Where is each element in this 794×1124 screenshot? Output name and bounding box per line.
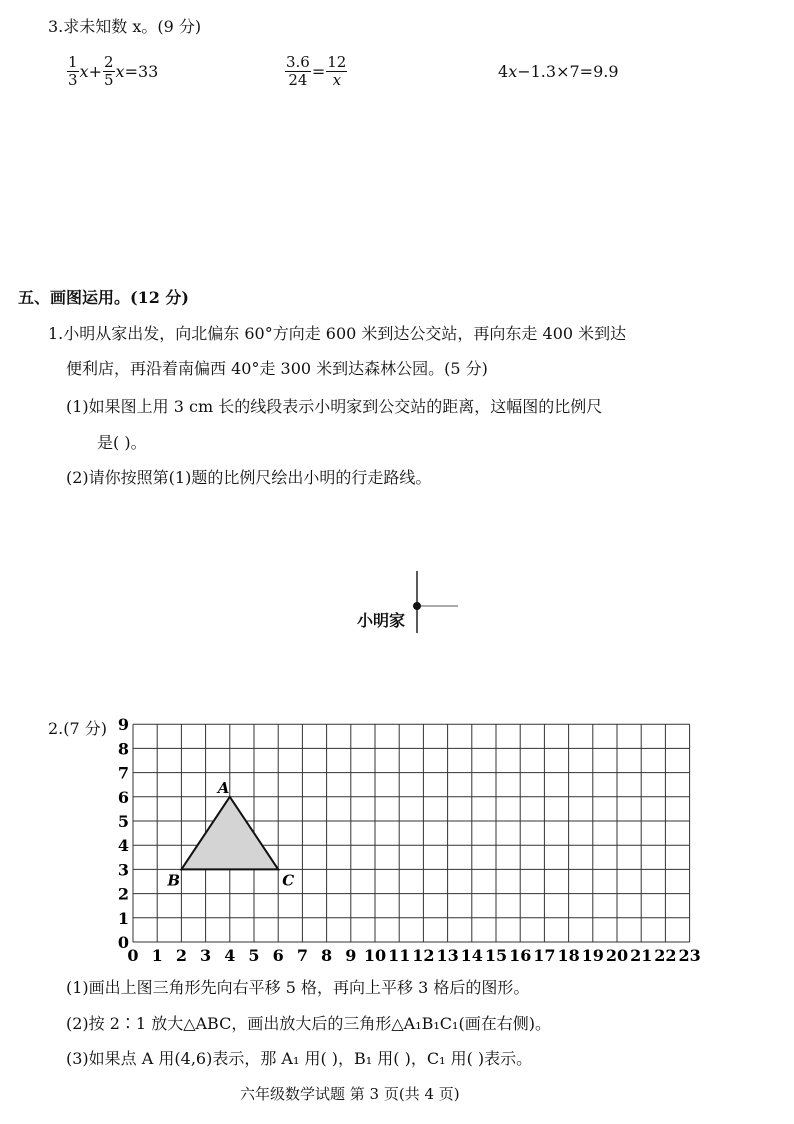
vertex-label-c: C (282, 871, 295, 890)
x-tick-label: 6 (272, 946, 284, 965)
variable-x: x (79, 62, 89, 81)
equation-1 (66, 54, 158, 89)
q1-sub2: (2)请你按照第(1)题的比例尺绘出小明的行走路线。 (66, 468, 432, 487)
x-tick-label: 13 (436, 946, 459, 965)
x-tick-label: 15 (484, 946, 508, 965)
section3-title: 3.求未知数 x。(9 分) (48, 17, 202, 36)
fraction-one-third (67, 54, 79, 89)
vertex-label-a: A (217, 778, 230, 797)
equation-rhs: =33 (124, 62, 159, 81)
x-tick-label: 9 (345, 946, 357, 965)
x-tick-label: 10 (363, 946, 387, 965)
fraction-left (285, 54, 311, 89)
variable-x: x (508, 62, 518, 81)
x-tick-label: 14 (460, 946, 483, 965)
fraction-denominator: 24 (288, 71, 308, 89)
y-tick-label: 7 (117, 763, 129, 783)
coordinate-grid (110, 715, 730, 970)
x-tick-label: 8 (321, 946, 333, 965)
home-label: 小明家 (357, 611, 406, 630)
equals-sign: = (311, 62, 326, 81)
variable-x: x (115, 62, 125, 81)
x-tick-label: 11 (388, 946, 411, 965)
x-tick-label: 5 (248, 946, 260, 965)
fraction-denominator: 5 (103, 71, 114, 89)
x-tick-label: 12 (412, 946, 435, 965)
fraction-numerator: 1 (68, 53, 78, 71)
x-tick-label: 23 (678, 946, 701, 965)
q1-sub1-line1: (1)如果图上用 3 cm 长的线段表示小明家到公交站的距离，这幅图的比例尺 (66, 397, 603, 416)
section5-heading: 五、画图运用。(12 分) (18, 288, 189, 307)
x-tick-label: 22 (654, 946, 677, 965)
y-tick-label: 4 (117, 836, 129, 856)
fraction-numerator: 12 (327, 53, 347, 71)
q2-sub1: (1)画出上图三角形先向右平移 5 格，再向上平移 3 格后的图形。 (66, 978, 530, 997)
x-tick-label: 21 (630, 946, 653, 965)
plus-sign: + (88, 62, 102, 81)
x-tick-label: 18 (557, 946, 580, 965)
x-tick-label: 19 (581, 946, 604, 965)
y-tick-label: 8 (117, 739, 129, 759)
fraction-two-fifths (103, 54, 115, 89)
equation-rest: −1.3×7=9.9 (517, 62, 619, 81)
q1-sub1-line2: 是( )。 (97, 433, 147, 452)
x-tick-label: 4 (224, 946, 236, 965)
x-tick-label: 20 (605, 946, 629, 965)
y-tick-label: 9 (117, 715, 129, 735)
q2-sub3: (3)如果点 A 用(4,6)表示，那 A₁ 用( )，B₁ 用( )，C₁ 用( )表示。 (66, 1049, 533, 1068)
q2-sub2: (2)按 2∶1 放大△ABC，画出放大后的三角形△A₁B₁C₁(画在右侧)。 (66, 1014, 551, 1033)
home-point (413, 602, 421, 610)
y-tick-label: 0 (117, 933, 129, 952)
page-footer: 六年级数学试题 第 3 页(共 4 页) (240, 1085, 460, 1103)
q2-label: 2.(7 分) (48, 719, 108, 738)
x-tick-label: 2 (175, 946, 187, 965)
y-tick-label: 2 (117, 884, 129, 904)
equation-3 (498, 62, 619, 81)
fraction-numerator: 2 (103, 53, 114, 71)
equation-2 (284, 54, 348, 89)
x-tick-label: 1 (151, 946, 163, 965)
x-tick-label: 3 (200, 946, 212, 965)
q1-line1: 1.小明从家出发，向北偏东 60°方向走 600 米到达公交站，再向东走 400 米到达 (48, 324, 627, 343)
fraction-denominator: 3 (68, 71, 78, 89)
fraction-denominator: x (332, 71, 342, 89)
x-tick-label: 16 (509, 946, 532, 965)
fraction-right (326, 54, 347, 89)
coefficient: 4 (498, 62, 509, 81)
q1-line2: 便利店，再沿着南偏西 40°走 300 米到达森林公园。(5 分) (66, 359, 488, 378)
y-tick-label: 1 (117, 908, 129, 928)
vertex-label-b: B (167, 871, 181, 890)
y-tick-label: 3 (117, 860, 129, 880)
y-tick-label: 5 (117, 812, 129, 831)
x-tick-label: 7 (296, 946, 308, 965)
x-tick-label: 17 (533, 946, 556, 965)
x-tick-label: 0 (127, 946, 139, 965)
triangle-abc (181, 797, 278, 870)
fraction-numerator: 3.6 (286, 53, 310, 71)
y-tick-label: 6 (117, 787, 129, 807)
